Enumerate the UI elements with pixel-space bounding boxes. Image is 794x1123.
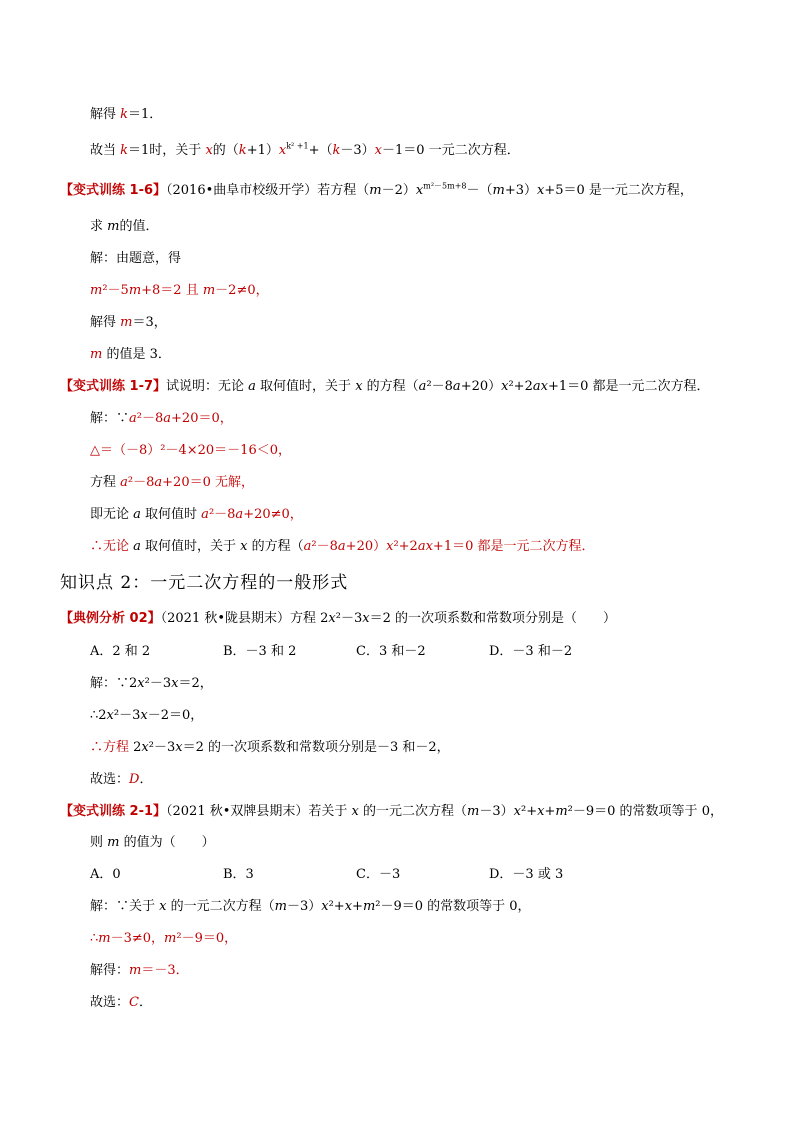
question-continuation: 则 m 的值为（ ） [90,835,215,850]
option-d: D．－3 和－2 [489,644,573,659]
exercise-1-6-question: 【变式训练 1-6】（2016•曲阜市校级开学）若方程$(m-2)x^{m^2-5m+8}-(m+3)x+5=0$ 是一元二次方程， [60,181,693,198]
solution-line: 即无论 a 取何值时 a²－8a+20≠0， [90,507,303,522]
exercise-tag: 【变式训练 1-6】 [60,183,167,198]
question-continuation: 求 m的值． [90,219,159,234]
solution-line: 解得：m＝－3． [90,963,189,978]
solution-line: 解得 k＝1． [90,107,163,122]
solution-line: m²－5m+8＝2 且 m－2≠0， [90,283,269,298]
option-a: A．2 和 2 [90,644,151,659]
solution-line: 解：由题意，得 [90,251,182,266]
solution-line: △＝（－8）²－4×20＝－16＜0， [90,443,291,458]
answer-line: 故选：D． [90,772,153,787]
solution-line: 解：∵2x²－3x＝2， [90,676,213,691]
option-c: C．－3 [356,867,401,882]
option-c: C．3 和－2 [356,644,426,659]
answer-options [90,643,572,661]
option-b: B．3 [223,867,254,882]
solution-line: ∴2x²－3x－2＝0， [90,708,204,723]
option-d: D．－3 或 3 [489,867,564,882]
option-a: A．0 [90,867,121,882]
solution-line: 解：∵a²－8a+20＝0， [90,411,233,426]
option-b: B．－3 和 2 [223,644,297,659]
solution-line: ∴方程 2x²－3x＝2 的一次项系数和常数项分别是－3 和－2， [90,740,450,755]
answer-options [90,866,563,884]
example-tag: 【典例分析 02】 [60,611,161,626]
conclusion-line: 故当 k＝1时，关于 x的$(k+1)x^{k^2 +1}+(k-3)x-1=0$ 一元二次方程． [90,141,520,158]
example-02-question: 【典例分析 02】（2021 秋•陇县期末）方程 2x²－3x＝2 的一次项系数和常数项分别是（ ） [60,611,616,626]
answer-line: 故选：C． [90,995,152,1010]
solution-line: ∴m－3≠0，m²－9＝0， [90,931,238,946]
exercise-tag: 【变式训练 1-7】 [60,379,167,394]
section-heading: 知识点 2：一元二次方程的一般形式 [60,573,349,593]
solution-line: 解得 m＝3， [90,315,167,330]
exercise-tag: 【变式训练 2-1】 [60,804,167,819]
exercise-2-1-question: 【变式训练 2-1】（2021 秋•双牌县期末）若关于 x 的一元二次方程（m－3）x²+x+m²－9＝0 的常数项等于 0， [60,804,723,819]
solution-line: 方程 a²－8a+20＝0 无解， [90,475,254,490]
exercise-1-7-question: 【变式训练 1-7】试说明：无论 a 取何值时，关于 x 的方程（a²－8a+20）x²+2ax+1＝0 都是一元二次方程． [60,379,710,394]
solution-line: m 的值是 3． [90,347,171,362]
solution-line: ∴无论 a 取何值时，关于 x 的方程（a²－8a+20）x²+2ax+1＝0 都是一元二次方程． [90,539,595,554]
solution-line: 解：∵关于 x 的一元二次方程（m－3）x²+x+m²－9＝0 的常数项等于 0， [90,899,531,914]
